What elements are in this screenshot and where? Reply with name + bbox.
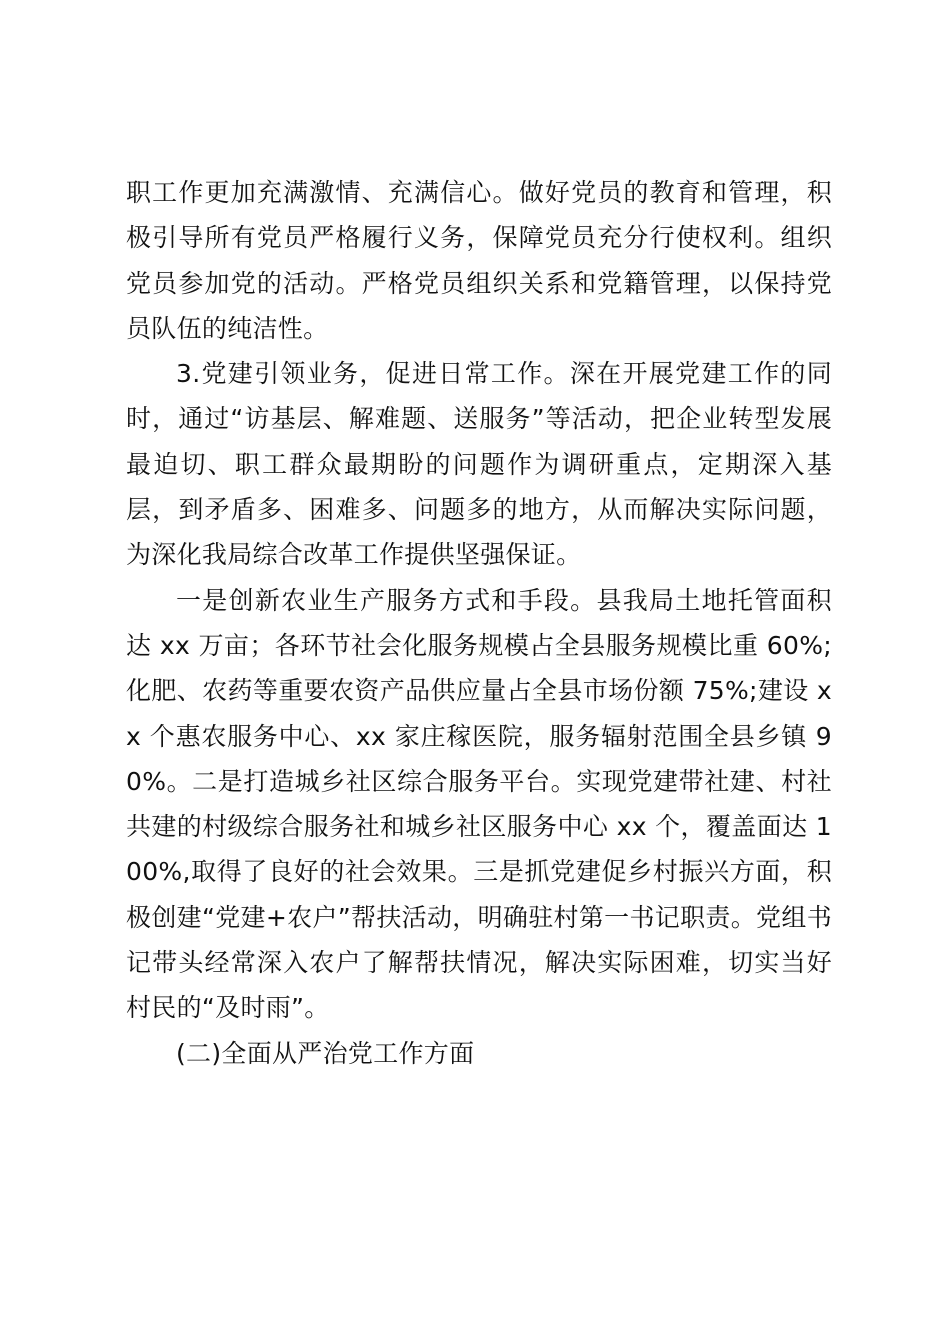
section-heading-strict-party-governance: (二)全面从严治党工作方面	[176, 1038, 475, 1068]
paragraph-continuation: 职工作更加充满激情、充满信心。做好党员的教育和管理，积极引导所有党员严格履行义务，保障党员充分行使权利。组织党员参加党的活动。严格党员组织关系和党籍管理，以保持党员队伍的纯洁性。	[126, 178, 832, 343]
document-body	[126, 170, 832, 1076]
paragraph-agricultural-services: 一是创新农业生产服务方式和手段。县我局土地托管面积达 xx 万亩；各环节社会化服务规模占全县服务规模比重 60%;化肥、农药等重要农资产品供应量占全县市场份额 75%;建设 xx 个惠农服务中心、xx 家庄稼医院，服务辐射范围全县乡镇 90%。二是打造城乡社区综合服务平台。实现党建带社建、村社共建的村级综合服务社和城乡社区服务中心 xx 个，覆盖面达 100%,取得了良好的社会效果。三是抓党建促乡村振兴方面，积极创建“党建+农户”帮扶活动，明确驻村第一书记职责。党组书记带头经常深入农户了解帮扶情况，解决实际困难，切实当好村民的“及时雨”。	[126, 585, 832, 1023]
paragraph-party-building-leads-business: 3.党建引领业务，促进日常工作。深在开展党建工作的同时，通过“访基层、解难题、送服务”等活动，把企业转型发展最迫切、职工群众最期盼的问题作为调研重点，定期深入基层，到矛盾多、困难多、问题多的地方，从而解决实际问题，为深化我局综合改革工作提供坚强保证。	[126, 359, 832, 570]
